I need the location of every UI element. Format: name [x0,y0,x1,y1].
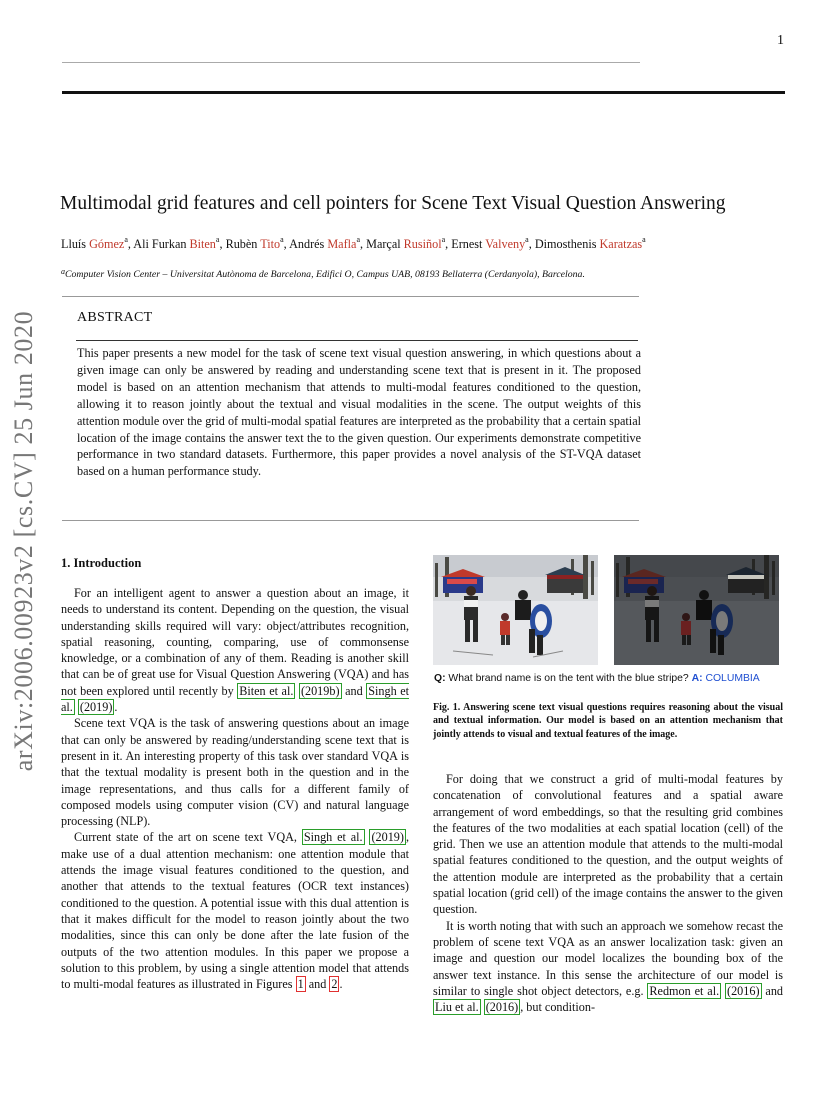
divider [76,340,638,341]
arxiv-id: arXiv:2006.00923v2 [cs.CV] 25 Jun 2020 [9,310,38,772]
header-rule-thin [62,62,640,63]
citation-link[interactable]: Biten et al. [239,683,294,698]
citation-link[interactable]: Liu et al. [435,1000,479,1015]
author: Dimosthenis Karatzas$^a$ [534,235,646,251]
paragraph: It is worth noting that with such an approach we somehow recast the problem of scene text VQA as an answer localization task: given an image and question our model localizes the bounding box of the answer text instance. In this sense the architecture of our model is similar to single shot object detectors, e.g. Redmon et al. (2016) and Liu et al. (2016) , but condition- [433,918,784,1015]
paragraph: Scene text VQA is the task of answering questions about an image that can only be answered by reading/understanding scene text that is present in it. An interesting property of this task over standard VQA is that the textual modality is present both in the question and in the image representations, and thus calls for a different family of composed models using computer vision (CV) and natural language processing (NLP). [61,716,409,829]
divider [62,520,639,521]
author: Ali Furkan Biten$^a$, [133,235,226,251]
figure-question: Q: What brand name is on the tent with the blue stripe? A: COLUMBIA [434,673,760,684]
abstract-heading: ABSTRACT [77,310,153,325]
affiliation: $^a$Computer Vision Center – Universitat Autònoma de Barcelona, Edifici O, Campus UAB, 08193 Bellaterra (Cerdanyola), Barcelona. [61,267,585,280]
citation-link[interactable]: Redmon et al. [649,983,720,998]
paragraph: Current state of the art on scene text VQA, Singh et al. (2019) , make use of a dual attention mechanism: one attention module that attends the image visual features conditioned to the question, and another that attends to the textual features (OCR text instances) conditioned to the question. A potential issue with this dual attention is that it makes difficult for the model to reason jointly about the two modalities, since this can only be done after the late fusion of the outputs of the two attention modules. In this paper we propose a solution to this problem, by using a single attention model that attends to multi-modal features as illustrated in Figures 1 and 2 . [61,830,410,992]
figure-ref-link[interactable]: 1 [297,977,304,992]
figure-photo-attention [614,555,779,665]
paragraph: For doing that we construct a grid of multi-modal features by concatenation of convolutional features and a spatial aware arrangement of word embeddings, so that the resulting grid combines the features of the two modalities at each spatial location (cell) of the grid. Then we use an attention module that attends to the multi-modal spatial features conditioned to the question, and the output weights of the attention module are interpreted as the probability that a certain spatial location (grid cell) of the image contains the answer to the given question. [433,772,783,917]
author: Ernest Valveny$^a$, [451,235,535,251]
paper-title: Multimodal grid features and cell pointers for Scene Text Visual Question Answering [60,193,726,214]
figure-caption: Fig. 1. Answering scene text visual questions requires reasoning about the visual and textual information. Our model is based on an attention mechanism that jointly attends to visual and textual features of the image. [433,702,783,740]
section-heading: 1. Introduction [61,556,142,570]
right-column [433,771,783,1015]
header-rule-thick [62,91,785,94]
abstract-text: This paper presents a new model for the task of scene text visual question answering, in which questions about a given image can only be answered by reading and understanding scene text that is present in it. The proposed model is based on an attention mechanism that attends to multi-modal features conditioned to the question, allowing it to reason jointly about the textual and visual modalities in the scene. The output weights of this attention module over the grid of multi-modal spatial features are interpreted as the probability that a certain spatial location of the image contains the answer text the to the given question. Our experiments demonstrate competitive performance in two standard datasets. Furthermore, this paper provides a novel analysis of the ST-VQA dataset based on a human performance study. [77,346,641,479]
citation-link[interactable]: Singh et al. [61,683,410,715]
author: Marçal Rusiñol$^a$, [366,235,452,251]
left-column [61,585,409,992]
citation-link[interactable]: (2019) [371,830,404,845]
figure-photo [433,555,598,665]
page-number: 1 [777,33,784,48]
divider [62,296,639,297]
paragraph: For an intelligent agent to answer a question about an image, it needs to understand its content. Depending on the question, the visual understanding skills required will vary: object/attributes recognition, spatial reasoning, counting, comparing, use of commonsense knowledge, or a combination of any of them. Reading is another skill that can be of great use for Visual Question Answering (VQA) and has not been explored until recently by Biten et al. (2019b) and Singh et al. (2019) . [61,586,410,715]
citation-link[interactable]: Singh et al. [303,830,363,845]
citation-link[interactable]: (2016) [727,983,760,998]
citation-link[interactable]: (2019b) [300,683,340,698]
author-list [61,237,646,252]
arxiv-stamp [2,296,46,786]
author: Andrés Mafla$^a$, [289,235,367,251]
citation-link[interactable]: (2016) [485,1000,519,1015]
author: Lluís Gómez$^a$, [61,235,134,251]
citation-link[interactable]: (2019) [79,700,113,715]
figure-ref-link[interactable]: 2 [331,977,338,992]
author: Rubèn Tito$^a$, [225,235,290,251]
